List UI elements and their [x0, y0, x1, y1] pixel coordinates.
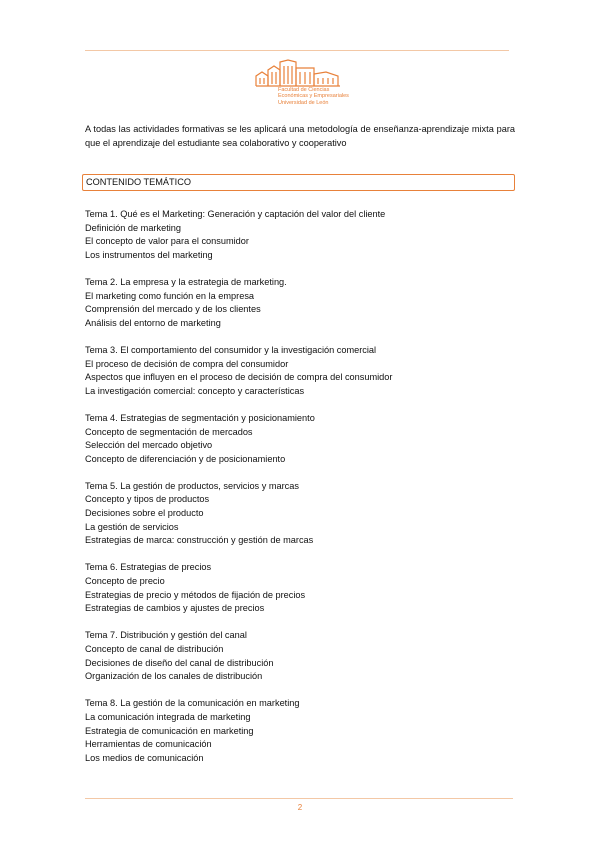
topic-item: Herramientas de comunicación	[85, 739, 212, 750]
topic-title: Tema 2. La empresa y la estrategia de marketing.	[85, 276, 287, 287]
logo-text	[278, 87, 348, 106]
topic-item: Aspectos que influyen en el proceso de decisión de compra del consumidor	[85, 372, 393, 383]
topics-list	[85, 208, 515, 779]
intro-paragraph: A todas las actividades formativas se les aplicará una metodología de enseñanza-aprendizaje mixta para que el aprendizaje del estudiante sea colaborativo y cooperativo	[85, 124, 515, 148]
footer-rule	[85, 798, 513, 799]
topic-item: El proceso de decisión de compra del consumidor	[85, 358, 289, 369]
topic-block	[85, 629, 515, 683]
topic-title: Tema 1. Qué es el Marketing: Generación y captación del valor del cliente	[85, 209, 386, 219]
topic-item: La gestión de servicios	[85, 521, 179, 532]
topic-item: El marketing como función en la empresa	[85, 290, 255, 301]
page-number: 2	[297, 803, 303, 812]
topic-item: Concepto y tipos de productos	[85, 494, 210, 505]
topic-item: Organización de los canales de distribución	[85, 671, 263, 682]
topic-item: Estrategias de marca: construcción y gestión de marcas	[85, 535, 314, 546]
logo-line-2: Económicas y Empresariales	[278, 93, 349, 100]
topic-title: Tema 6. Estrategias de precios	[85, 562, 212, 573]
topic-title: Tema 5. La gestión de productos, servicios y marcas	[85, 480, 299, 491]
topic-block	[85, 480, 515, 548]
topic-item: La investigación comercial: concepto y características	[85, 385, 305, 396]
logo-line-1: Facultad de Ciencias	[278, 87, 330, 93]
section-heading	[82, 174, 515, 191]
topic-block	[85, 561, 515, 615]
topic-item: Definición de marketing	[85, 222, 182, 233]
topic-block	[85, 276, 515, 330]
logo-line-3: Universidad de León	[278, 99, 329, 106]
topic-item: Concepto de diferenciación y de posicionamiento	[85, 453, 286, 464]
topic-item: Los instrumentos del marketing	[85, 249, 213, 260]
topic-title: Tema 7. Distribución y gestión del canal	[85, 630, 247, 641]
topic-item: Decisiones sobre el producto	[85, 508, 204, 519]
topic-item: Análisis del entorno de marketing	[85, 317, 221, 328]
topic-title: Tema 4. Estrategias de segmentación y posicionamiento	[85, 412, 315, 423]
topic-item: Estrategias de cambios y ajustes de precios	[85, 603, 265, 614]
topic-item: Comprensión del mercado y de los clientes	[85, 304, 261, 315]
topic-item: Estrategia de comunicación en marketing	[85, 725, 254, 736]
header-rule	[85, 50, 509, 51]
topic-block	[85, 697, 515, 765]
topic-title: Tema 3. El comportamiento del consumidor y la investigación comercial	[85, 344, 377, 355]
topic-item: El concepto de valor para el consumidor	[85, 236, 249, 247]
topic-item: Concepto de precio	[85, 576, 165, 587]
topic-item: Concepto de canal de distribución	[85, 644, 224, 654]
topic-item: Los medios de comunicación	[85, 752, 204, 763]
topic-item: Selección del mercado objetivo	[85, 440, 213, 451]
topic-item: Decisiones de diseño del canal de distribución	[85, 657, 274, 668]
topic-item: Estrategias de precio y métodos de fijación de precios	[85, 589, 306, 600]
topic-title: Tema 8. La gestión de la comunicación en marketing	[85, 698, 300, 709]
topic-item: La comunicación integrada de marketing	[85, 711, 251, 722]
section-title: CONTENIDO TEMÁTICO	[86, 177, 191, 187]
topic-block	[85, 208, 515, 262]
topic-item: Concepto de segmentación de mercados	[85, 426, 253, 437]
topic-block	[85, 412, 515, 466]
topic-block	[85, 344, 515, 398]
